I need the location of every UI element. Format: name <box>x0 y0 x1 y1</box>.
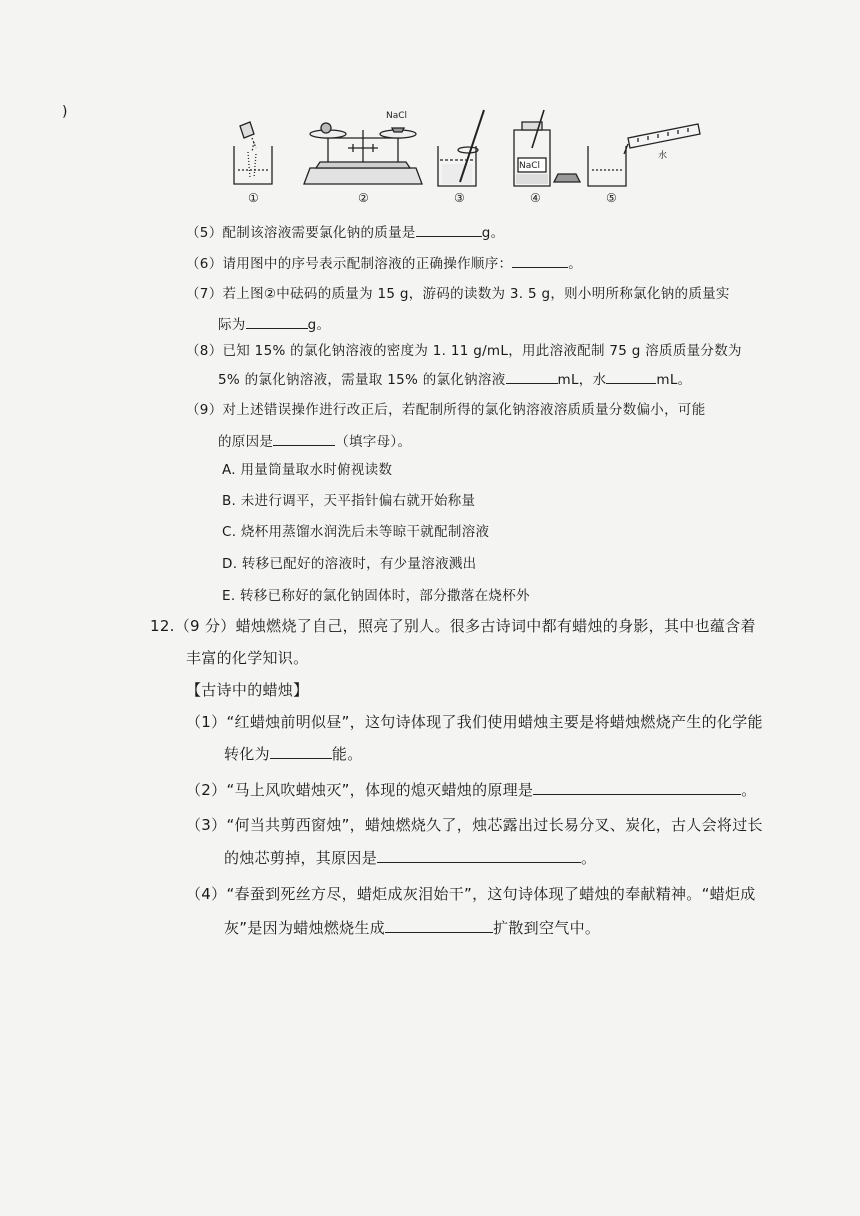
figure-label-3: ③ <box>454 191 465 205</box>
water-label: 水 <box>658 151 668 161</box>
question-12-3-line1: （3）“何当共剪西窗烛”，蜡烛燃烧久了，烛芯露出过长易分叉、炭化，古人会将过长 <box>186 816 763 834</box>
question-5: （5）配制该溶液需要氯化钠的质量是 g。 <box>186 222 504 243</box>
step5-pour-water <box>588 124 700 186</box>
answer-blank <box>270 744 332 759</box>
option-e: E. 转移已称好的氯化钠固体时，部分撒落在烧杯外 <box>222 588 530 604</box>
option-c: C. 烧杯用蒸馏水润洗后未等晾干就配制溶液 <box>222 524 490 540</box>
section-heading: 【古诗中的蜡烛】 <box>186 681 309 699</box>
question-7-line2: 际为 g。 <box>218 314 330 335</box>
question-8-line1: （8）已知 15% 的氯化钠溶液的密度为 1. 11 g/mL，用此溶液配制 75 g 溶质质量分数为 <box>186 343 742 359</box>
answer-blank <box>273 431 335 446</box>
answer-blank <box>533 780 741 795</box>
nacl-label-balance: NaCl <box>386 111 408 121</box>
figure-label-4: ④ <box>530 191 541 205</box>
figure-label-5: ⑤ <box>606 191 617 205</box>
step2-balance <box>304 123 422 184</box>
stray-parenthesis: ) <box>62 104 68 120</box>
option-b: B. 未进行调平，天平指针偏右就开始称量 <box>222 493 476 509</box>
question-12-3-line2: 的烛芯剪掉，其原因是 。 <box>224 849 597 867</box>
question-12-2: （2）“马上风吹蜡烛灭”，体现的熄灭蜡烛的原理是 。 <box>186 781 757 799</box>
answer-blank <box>416 222 482 237</box>
answer-blank <box>506 369 558 384</box>
answer-blank <box>377 848 581 863</box>
answer-blank <box>246 314 308 329</box>
figure-label-1: ① <box>248 191 259 205</box>
question-6: （6）请用图中的序号表示配制溶液的正确操作顺序： 。 <box>186 253 582 274</box>
step4-reagent-jar <box>514 110 580 186</box>
question-12-1-line1: （1）“红蜡烛前明似昼”，这句诗体现了我们使用蜡烛主要是将蜡烛燃烧产生的化学能 <box>186 713 763 731</box>
question-12-4-line2: 灰”是因为蜡烛燃烧生成 扩散到空气中。 <box>224 919 601 937</box>
answer-blank <box>385 918 493 933</box>
step3-stirring <box>438 110 484 186</box>
figure-label-2: ② <box>358 191 369 205</box>
question-8-line2: 5% 的氯化钠溶液，需量取 15% 的氯化钠溶液 mL，水 mL。 <box>218 369 691 390</box>
question-7-line1: （7）若上图②中砝码的质量为 15 g，游码的读数为 3. 5 g，则小明所称氯化钠的质量实 <box>186 286 730 302</box>
nacl-label-jar: NaCl <box>519 161 541 171</box>
question-12-1-line2: 转化为 能。 <box>224 745 363 763</box>
question-9-line2: 的原因是 （填字母）。 <box>218 431 411 452</box>
solution-preparation-figure <box>228 108 708 206</box>
option-d: D. 转移已配好的溶液时，有少量溶液溅出 <box>222 556 477 572</box>
answer-blank <box>606 369 656 384</box>
step1-beaker <box>234 122 272 184</box>
question-12-line1: 12.（9 分）蜡烛燃烧了自己，照亮了别人。很多古诗词中都有蜡烛的身影，其中也蕴含着 <box>150 617 756 635</box>
question-12-line2: 丰富的化学知识。 <box>186 649 309 667</box>
question-12-4-line1: （4）“春蚕到死丝方尽，蜡炬成灰泪始干”，这句诗体现了蜡烛的奉献精神。“蜡炬成 <box>186 885 756 903</box>
question-9-line1: （9）对上述错误操作进行改正后，若配制所得的氯化钠溶液溶质质量分数偏小，可能 <box>186 402 706 418</box>
option-a: A. 用量筒量取水时俯视读数 <box>222 462 393 478</box>
answer-blank <box>512 253 568 268</box>
